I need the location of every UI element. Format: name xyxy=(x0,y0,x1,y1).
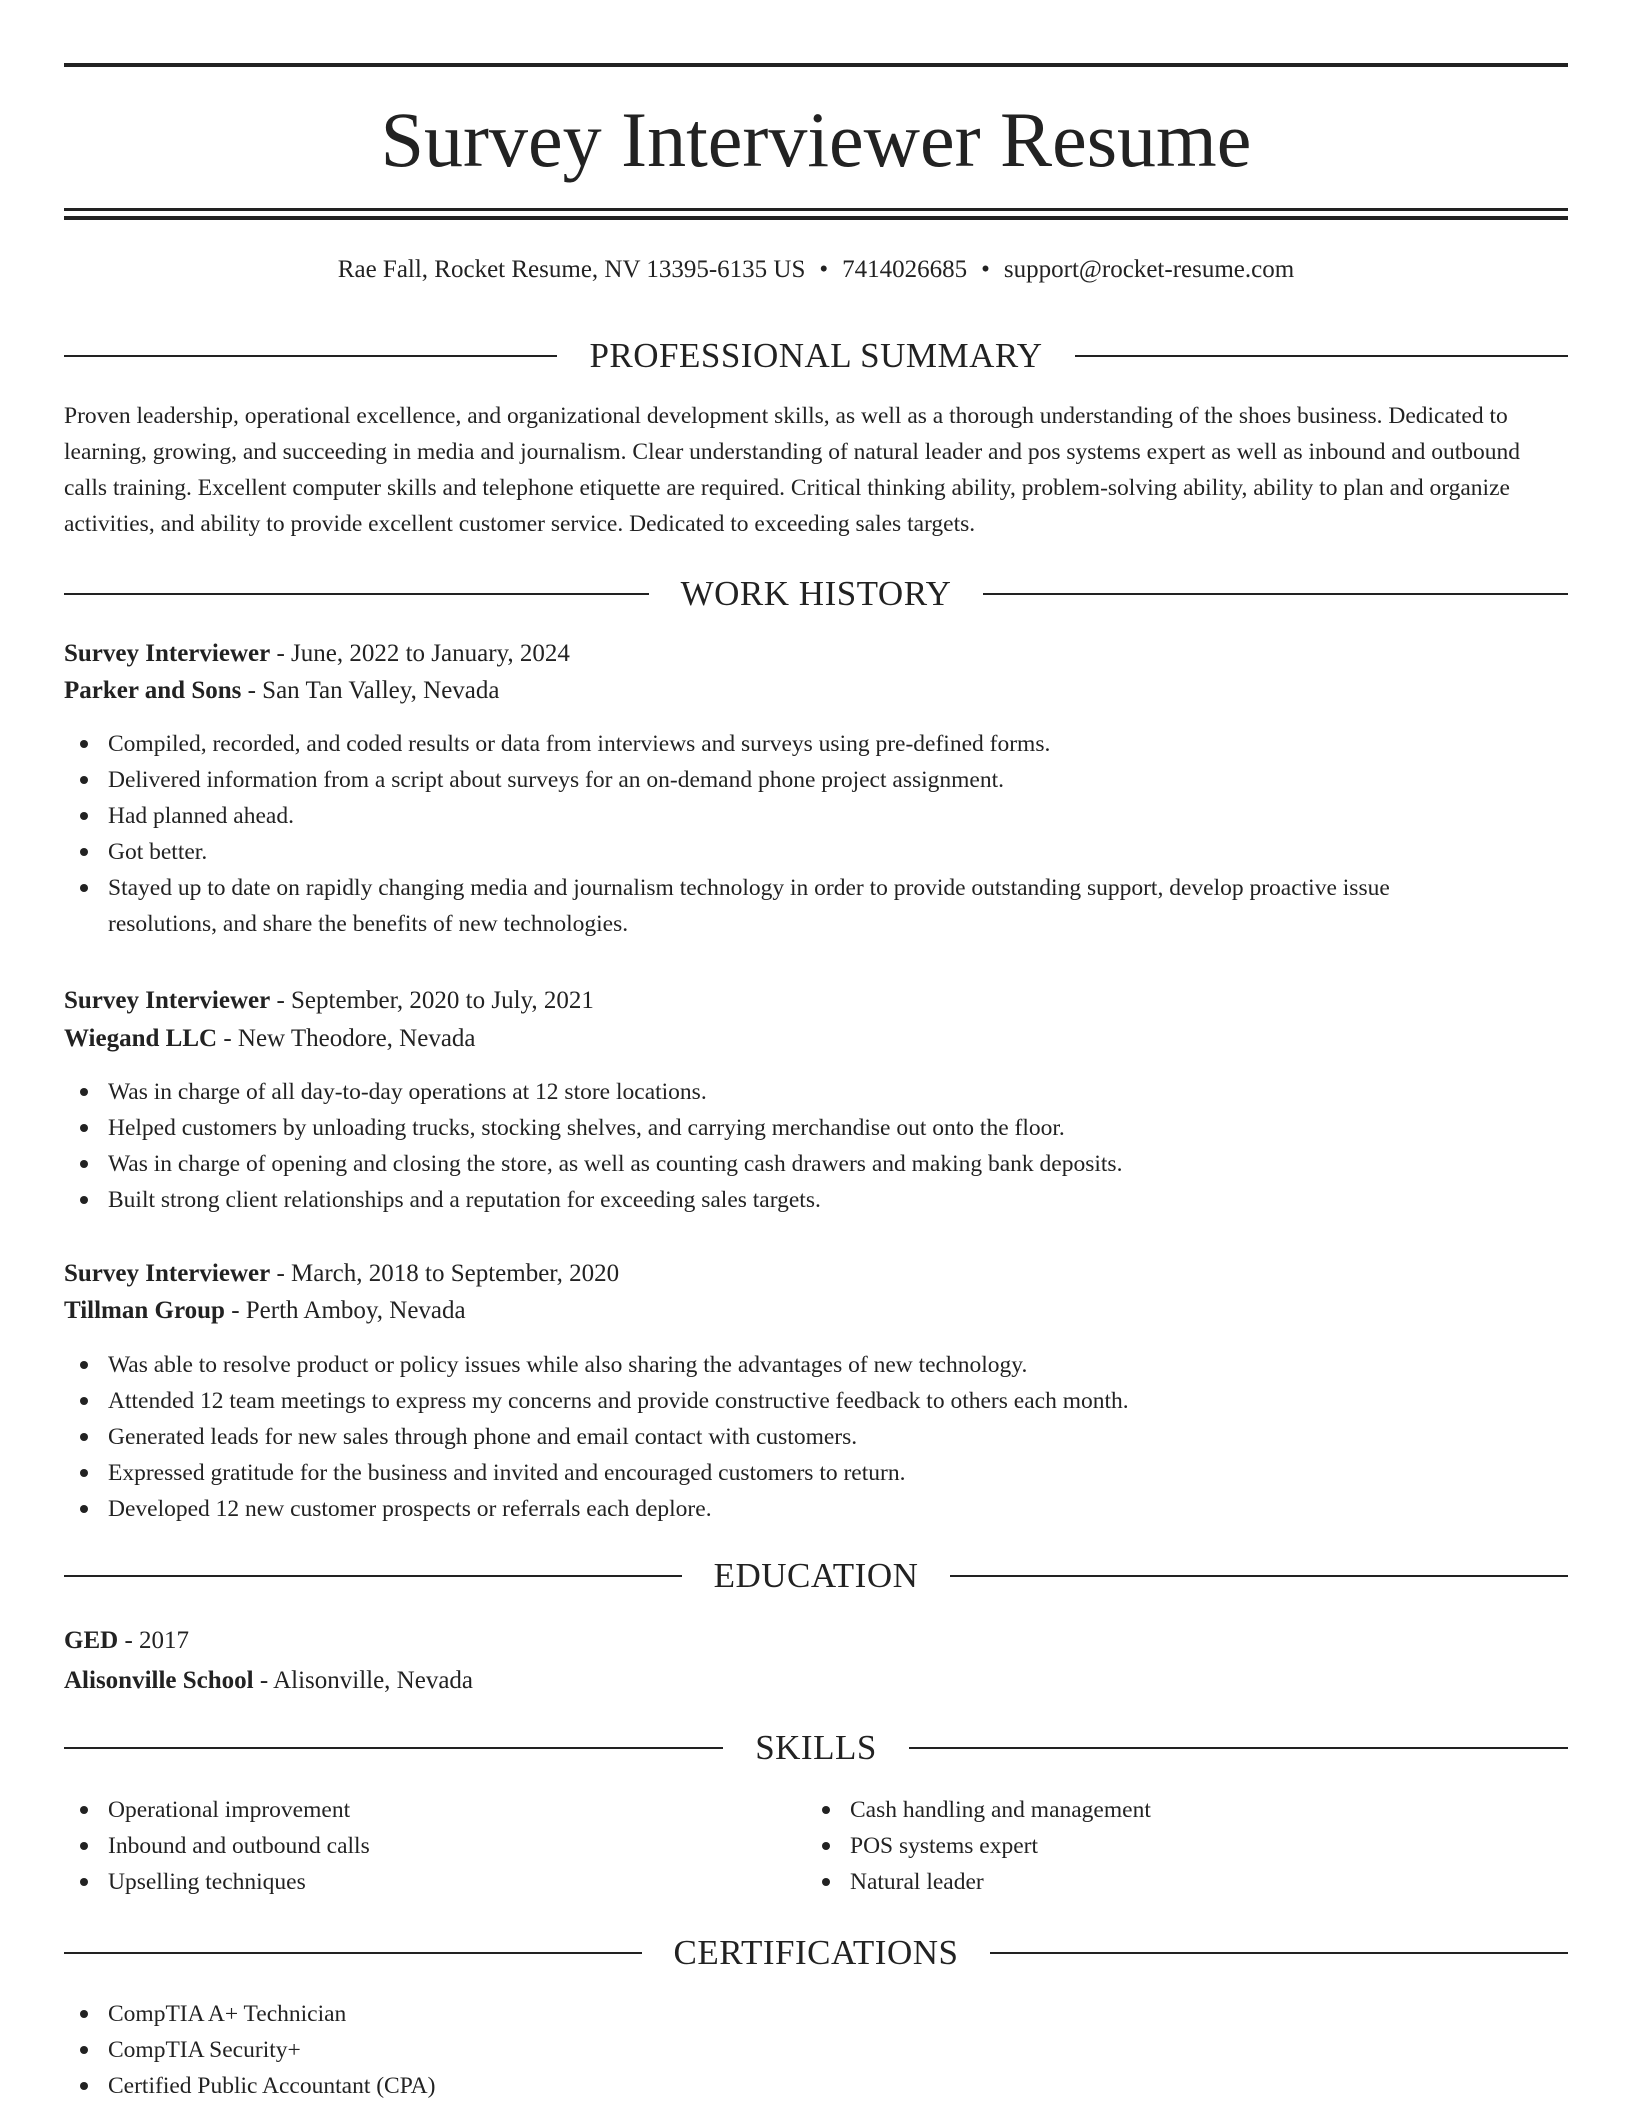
job-location: - New Theodore, Nevada xyxy=(217,1025,476,1052)
contact-phone: 7414026685 xyxy=(842,256,968,283)
list-item: Inbound and outbound calls xyxy=(64,1828,784,1864)
contact-line xyxy=(64,252,1568,288)
section-heading-label: PROFESSIONAL SUMMARY xyxy=(589,336,1043,375)
heading-rule xyxy=(909,1747,1568,1749)
list-item: Upselling techniques xyxy=(64,1864,784,1900)
section-heading-label: CERTIFICATIONS xyxy=(673,1933,959,1972)
job-title: Survey Interviewer xyxy=(64,987,271,1014)
top-rule xyxy=(64,63,1568,67)
education-degree: GED xyxy=(64,1627,119,1654)
skills-list-left xyxy=(64,1792,784,1900)
heading-rule xyxy=(64,355,557,357)
list-item: Certified Public Accountant (CPA) xyxy=(64,2068,1504,2104)
job-company-line xyxy=(64,1293,466,1329)
list-item: Compiled, recorded, and coded results or data from interviews and surveys using pre-defined forms. xyxy=(64,726,1504,762)
education-school-line xyxy=(64,1663,473,1699)
job-company-line xyxy=(64,673,500,709)
heading-rule xyxy=(64,1747,723,1749)
list-item: POS systems expert xyxy=(806,1828,1526,1864)
section-heading-certifications xyxy=(64,1931,1568,1975)
heading-rule xyxy=(64,593,649,595)
list-item: Was in charge of all day-to-day operations at 12 store locations. xyxy=(64,1074,1504,1110)
heading-rule xyxy=(64,1575,682,1577)
list-item: Built strong client relationships and a reputation for exceeding sales targets. xyxy=(64,1182,1504,1218)
job-title: Survey Interviewer xyxy=(64,1260,271,1287)
job-title-line xyxy=(64,636,570,672)
page-title: Survey Interviewer Resume xyxy=(380,96,1252,183)
job-location: - Perth Amboy, Nevada xyxy=(224,1297,466,1324)
list-item: Natural leader xyxy=(806,1864,1526,1900)
job-dates: - June, 2022 to January, 2024 xyxy=(270,640,570,667)
heading-rule xyxy=(64,1952,642,1954)
list-item: Helped customers by unloading trucks, stocking shelves, and carrying merchandise out onto the floor. xyxy=(64,1110,1504,1146)
section-heading-summary xyxy=(64,334,1568,378)
list-item: Cash handling and management xyxy=(806,1792,1526,1828)
list-item: Developed 12 new customer prospects or referrals each deplore. xyxy=(64,1491,1504,1527)
list-item: Expressed gratitude for the business and invited and encouraged customers to return. xyxy=(64,1455,1504,1491)
list-item: Got better. xyxy=(64,834,1504,870)
job-dates: - September, 2020 to July, 2021 xyxy=(270,987,594,1014)
job-company-line xyxy=(64,1021,476,1057)
list-item: Generated leads for new sales through phone and email contact with customers. xyxy=(64,1419,1504,1455)
summary-text: Proven leadership, operational excellence, and organizational development skills, as well as a thorough understanding of the shoes business. Dedicated to learning, growing, and succeeding in media and journalism. Clear understanding of natural leader and pos systems expert as well as inbound and outbound calls training. Excellent computer skills and telephone etiquette are required. Critical thinking ability, problem-solving ability, ability to plan and organize activities, and ability to provide excellent customer service. Dedicated to exceeding sales targets. xyxy=(64,403,1520,537)
heading-rule xyxy=(983,593,1568,595)
skills-list-right xyxy=(806,1792,1526,1900)
list-item: Delivered information from a script about surveys for an on-demand phone project assignment. xyxy=(64,762,1504,798)
list-item: Was in charge of opening and closing the store, as well as counting cash drawers and making bank deposits. xyxy=(64,1146,1504,1182)
job-company: Wiegand LLC xyxy=(64,1025,218,1052)
certifications-list xyxy=(64,1996,1504,2104)
job-location: - San Tan Valley, Nevada xyxy=(241,677,500,704)
section-heading-label: EDUCATION xyxy=(713,1556,919,1595)
education-year: - 2017 xyxy=(118,1627,190,1654)
title-double-rule xyxy=(64,208,1568,220)
education-school: Alisonville School xyxy=(64,1667,254,1694)
contact-address: Rae Fall, Rocket Resume, NV 13395-6135 US xyxy=(337,256,806,283)
education-location: - Alisonville, Nevada xyxy=(253,1667,474,1694)
heading-rule xyxy=(950,1575,1568,1577)
job-title-line xyxy=(64,983,594,1019)
list-item: Was able to resolve product or policy issues while also sharing the advantages of new technology. xyxy=(64,1347,1504,1383)
job-dates: - March, 2018 to September, 2020 xyxy=(270,1260,620,1287)
job-title-line xyxy=(64,1256,619,1292)
section-heading-education xyxy=(64,1554,1568,1598)
job-company: Tillman Group xyxy=(64,1297,225,1324)
heading-rule xyxy=(990,1952,1568,1954)
job-bullet-list xyxy=(64,1347,1504,1527)
list-item: Had planned ahead. xyxy=(64,798,1504,834)
list-item: Attended 12 team meetings to express my concerns and provide constructive feedback to others each month. xyxy=(64,1383,1504,1419)
section-heading-label: SKILLS xyxy=(755,1728,877,1767)
heading-rule xyxy=(1075,355,1568,357)
contact-separator: • xyxy=(981,256,990,283)
section-heading-label: WORK HISTORY xyxy=(680,574,952,613)
list-item: CompTIA Security+ xyxy=(64,2032,1504,2068)
job-title: Survey Interviewer xyxy=(64,640,271,667)
list-item: CompTIA A+ Technician xyxy=(64,1996,1504,2032)
contact-separator: • xyxy=(819,256,829,283)
contact-email: support@rocket-resume.com xyxy=(1003,256,1295,283)
section-heading-work-history xyxy=(64,572,1568,616)
education-degree-line xyxy=(64,1623,189,1659)
job-bullet-list xyxy=(64,726,1504,942)
section-heading-skills xyxy=(64,1726,1568,1770)
job-bullet-list xyxy=(64,1074,1504,1218)
list-item: Operational improvement xyxy=(64,1792,784,1828)
job-company: Parker and Sons xyxy=(64,677,242,704)
list-item: Stayed up to date on rapidly changing media and journalism technology in order to provide outstanding support, develop proactive issue resolutions, and share the benefits of new technologies. xyxy=(64,870,1504,942)
